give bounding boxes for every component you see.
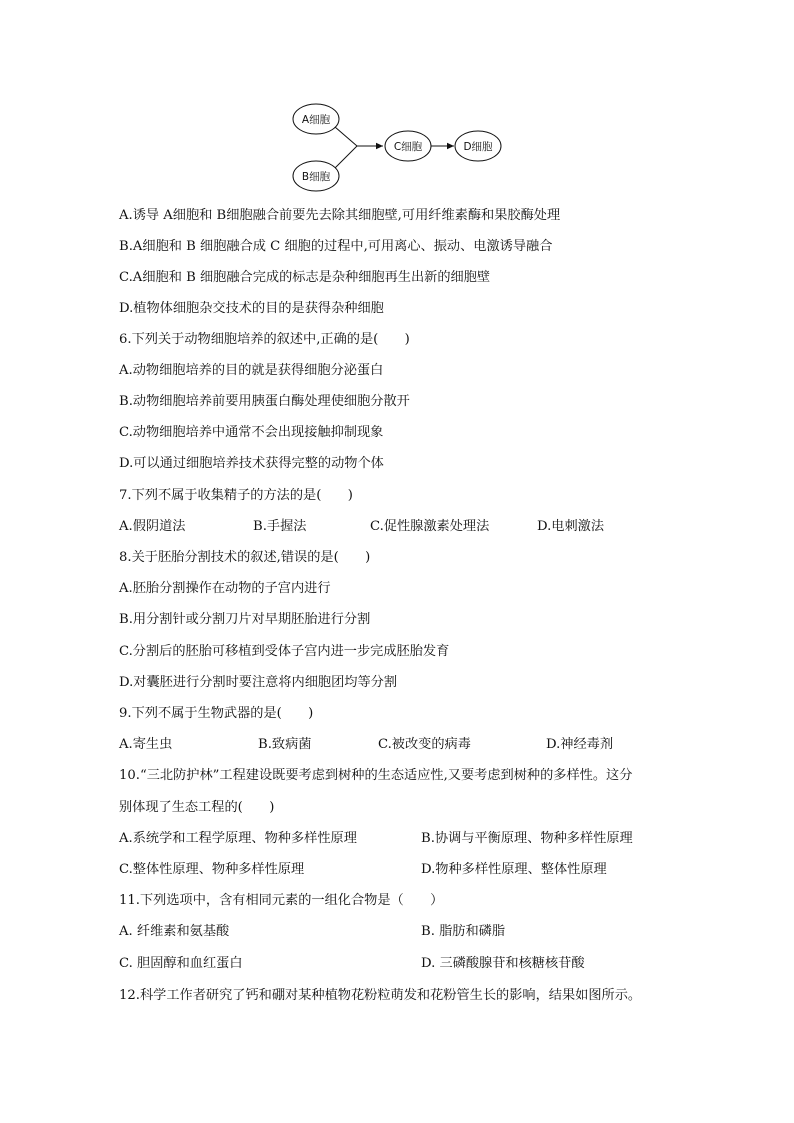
q5-option-d: D.植物体细胞杂交技术的目的是获得杂种细胞 bbox=[119, 301, 384, 316]
q10-option-d: D.物种多样性原理、整体性原理 bbox=[421, 862, 607, 877]
q10-option-a: A.系统学和工程学原理、物种多样性原理 bbox=[119, 831, 357, 846]
q11-options-row-2 bbox=[119, 954, 679, 974]
q9-option-c: C.被改变的病毒 bbox=[378, 737, 471, 752]
q7-options bbox=[119, 517, 679, 537]
q6-option-c: C.动物细胞培养中通常不会出现接触抑制现象 bbox=[119, 425, 384, 440]
q8-stem: 8.关于胚胎分割技术的叙述,错误的是( ) bbox=[119, 550, 371, 565]
q10-option-b: B.协调与平衡原理、物种多样性原理 bbox=[421, 831, 633, 846]
q10-options-row-1 bbox=[119, 829, 679, 849]
q11-stem: 11.下列选项中，含有相同元素的一组化合物是（ ） bbox=[119, 893, 444, 908]
q9-options bbox=[119, 735, 679, 755]
q11-option-d: D. 三磷酸腺苷和核糖核苷酸 bbox=[421, 956, 585, 971]
q8-option-c: C.分割后的胚胎可移植到受体子宫内进一步完成胚胎发育 bbox=[119, 644, 450, 659]
node-d-label: D细胞 bbox=[463, 141, 493, 153]
q7-option-b: B.手握法 bbox=[253, 519, 307, 534]
q10-stem-line-1: 10.“三北防护林”工程建设既要考虑到树种的生态适应性,又要考虑到树种的多样性。这分 bbox=[119, 768, 633, 783]
q8-option-d: D.对囊胚进行分割时要注意将内细胞团均等分割 bbox=[119, 675, 398, 690]
q6-option-b: B.动物细胞培养前要用胰蛋白酶处理使细胞分散开 bbox=[119, 394, 410, 409]
cell-fusion-diagram bbox=[288, 100, 508, 192]
node-a-label: A细胞 bbox=[301, 114, 331, 126]
q9-option-d: D.神经毒剂 bbox=[546, 737, 614, 752]
q9-stem: 9.下列不属于生物武器的是( ) bbox=[119, 706, 314, 721]
q6-option-a: A.动物细胞培养的目的就是获得细胞分泌蛋白 bbox=[119, 363, 384, 378]
q10-option-c: C.整体性原理、物种多样性原理 bbox=[119, 862, 305, 877]
q8-option-b: B.用分割针或分割刀片对早期胚胎进行分割 bbox=[119, 612, 371, 627]
q11-option-b: B. 脂肪和磷脂 bbox=[421, 924, 506, 939]
q11-option-a: A. 纤维素和氨基酸 bbox=[119, 924, 230, 939]
q9-option-b: B.致病菌 bbox=[258, 737, 312, 752]
q11-options-row-1 bbox=[119, 922, 679, 942]
q5-option-a: A.诱导 A细胞和 B细胞融合前要先去除其细胞壁,可用纤维素酶和果胶酶处理 bbox=[119, 208, 561, 223]
q11-option-c: C. 胆固醇和血红蛋白 bbox=[119, 956, 243, 971]
q12-stem: 12.科学工作者研究了钙和硼对某种植物花粉粒萌发和花粉管生长的影响，结果如图所示。 bbox=[119, 988, 642, 1003]
connector-a bbox=[335, 127, 357, 146]
q10-stem-line-2: 别体现了生态工程的( ) bbox=[119, 800, 275, 815]
q7-stem: 7.下列不属于收集精子的方法的是( ) bbox=[119, 488, 353, 503]
q7-option-d: D.电刺激法 bbox=[537, 519, 605, 534]
node-c-label: C细胞 bbox=[393, 141, 423, 153]
q7-option-c: C.促性腺激素处理法 bbox=[370, 519, 490, 534]
q8-option-a: A.胚胎分割操作在动物的子宫内进行 bbox=[119, 581, 331, 596]
q9-option-a: A.寄生虫 bbox=[119, 737, 173, 752]
node-b-label: B细胞 bbox=[301, 171, 331, 183]
q7-option-a: A.假阴道法 bbox=[119, 519, 186, 534]
connector-b bbox=[335, 146, 357, 168]
q5-option-c: C.A细胞和 B 细胞融合完成的标志是杂种细胞再生出新的细胞壁 bbox=[119, 270, 491, 285]
q10-options-row-2 bbox=[119, 860, 679, 880]
q6-option-d: D.可以通过细胞培养技术获得完整的动物个体 bbox=[119, 456, 384, 471]
q5-option-b: B.A细胞和 B 细胞融合成 C 细胞的过程中,可用离心、振动、电激诱导融合 bbox=[119, 239, 553, 254]
q6-stem: 6.下列关于动物细胞培养的叙述中,正确的是( ) bbox=[119, 332, 410, 347]
